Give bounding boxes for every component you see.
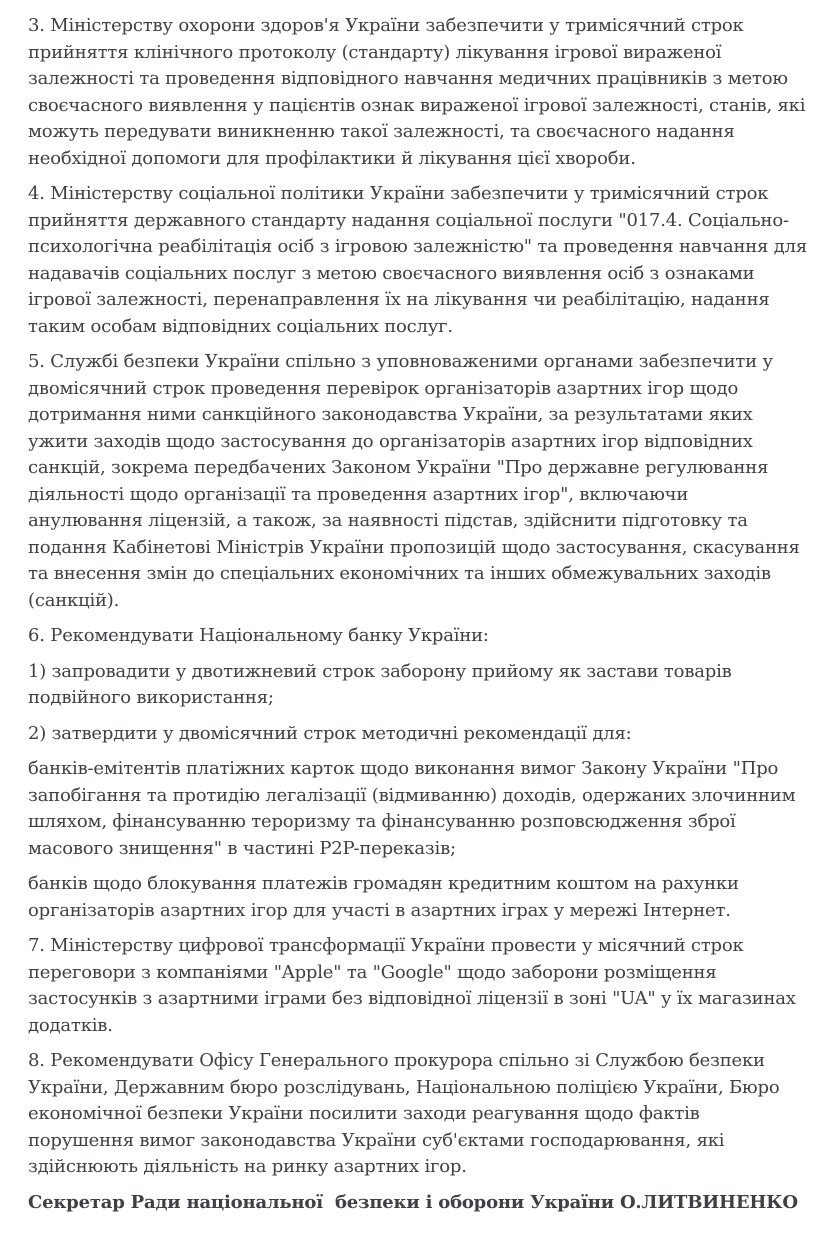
paragraph-item-8: 8. Рекомендувати Офісу Генерального прокурора спільно зі Службою безпеки України, Державним бюро розслідувань, Національною поліцією України, Бюро економічної безпеки України посилити заходи реагування щодо фактів порушення вимог законодавства України суб'єктами господарювання, які здійснюють діяльність на ринку азартних ігор. xyxy=(28,1050,785,1177)
paragraph-item-6: 6. Рекомендувати Національному банку України: xyxy=(28,625,489,646)
paragraph-item-4: 4. Міністерству соціальної політики України забезпечити у тримісячний строк прийняття державного стандарту надання соціальної послуги "017.4. Соціально-психологічна реабілітація осіб з ігровою залежністю" та проведення навчання для надавачів соціальних послуг з метою своєчасного виявлення осіб з ознаками ігрової залежності, перенаправлення їх на лікування чи реабілітацію, надання таким особам відповідних соціальних послуг. xyxy=(28,183,813,337)
paragraph-item-6-sub-1: 1) запровадити у двотижневий строк заборону прийому як застави товарів подвійного використання; xyxy=(28,660,738,708)
paragraph-item-3: 3. Міністерству охорони здоров'я України забезпечити у тримісячний строк прийняття клінічного протоколу (стандарту) лікування ігрової вираженої залежності та проведення відповідного навчання медичних працівників з метою своєчасного виявлення у пацієнтів ознак вираженої ігрової залежності, станів, які можуть передувати виникненню такої залежності, та своєчасного надання необхідної допомоги для профілактики й лікування цієї хвороби. xyxy=(28,15,811,169)
paragraph-item-7: 7. Міністерству цифрової трансформації України провести у місячний строк переговори з компаніями "Apple" та "Google" щодо заборони розміщення застосунків з азартними іграми без відповідної ліцензії в зоні "UA" у їх магазинах додатків. xyxy=(28,935,802,1036)
paragraph-banks-card-issuers: банків-емітентів платіжних карток щодо виконання вимог Закону України "Про запобігання та протидію легалізації (відмиванню) доходів, одержаних злочинним шляхом, фінансуванню тероризму та фінансуванню розповсюдження зброї масового знищення" в частині P2P-переказів; xyxy=(28,758,801,859)
paragraph-item-5: 5. Службі безпеки України спільно з уповноваженими органами забезпечити у двомісячний строк проведення перевірок організаторів азартних ігор щодо дотримання ними санкційного законодавства України, за результатами яких ужити заходів щодо застосування до організаторів азартних ігор відповідних санкцій, зокрема передбачених Законом України "Про державне регулювання діяльності щодо організації та проведення азартних ігор", включаючи анулювання ліцензій, а також, за наявності підстав, здійснити підготовку та подання Кабінетові Міністрів України пропозицій щодо застосування, скасування та внесення змін до спеціальних економічних та інших обмежувальних заходів (санкцій). xyxy=(28,351,806,611)
paragraph-banks-payment-blocking: банків щодо блокування платежів громадян кредитним коштом на рахунки організаторів азартних ігор для участі в азартних іграх у мережі Інтернет. xyxy=(28,873,745,921)
signature-line: Секретар Ради національної безпеки і оборони України О.ЛИТВИНЕНКО xyxy=(28,1191,798,1213)
paragraph-item-6-sub-2: 2) затвердити у двомісячний строк методичні рекомендації для: xyxy=(28,722,632,744)
